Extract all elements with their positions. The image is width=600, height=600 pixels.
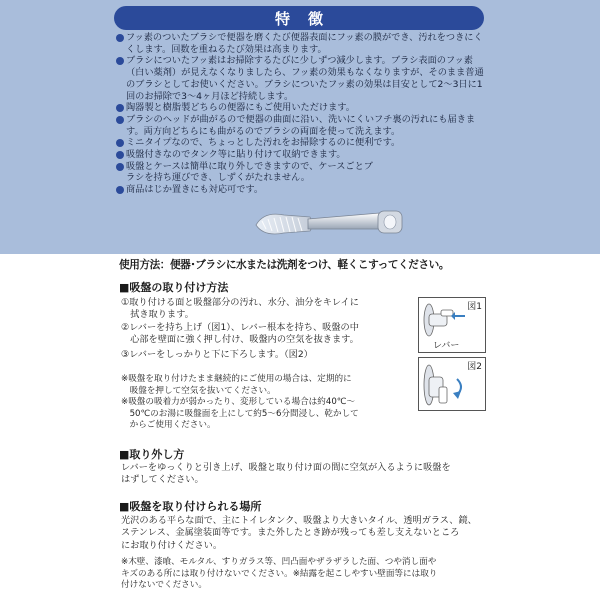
feature-text: 吸盤付きなのでタンク等に貼り付けて収納できます。 bbox=[126, 149, 346, 161]
remove-section-title: ■取り外し方 bbox=[119, 448, 185, 461]
remove-line: はずしてください。 bbox=[121, 474, 204, 486]
attach-note-line: ※吸盤を取り付けたまま継続的にご使用の場合は、定期的に bbox=[121, 374, 352, 384]
features-list bbox=[116, 32, 488, 196]
bullet-icon bbox=[116, 57, 124, 65]
figure-1-caption: レバー bbox=[433, 341, 460, 351]
feature-item bbox=[116, 102, 488, 114]
figure-1 bbox=[418, 297, 486, 353]
features-header: 特徴 bbox=[114, 6, 484, 30]
attach-step-line: ③レバーをしっかりと下に下ろします。（図2） bbox=[121, 348, 313, 360]
places-section-title: ■吸盤を取り付けられる場所 bbox=[119, 500, 262, 513]
places-line: ステンレス、金属塗装面等です。また外したとき跡が残っても差し支えないところ bbox=[121, 527, 460, 539]
attach-steps bbox=[121, 297, 421, 361]
feature-text: ブラシのヘッドが曲がるので便器の曲面に沿い、洗いにくいフチ裏の汚れにも届きます。両方向どちらにも曲がるのでブラシの両面を使って洗えます。 bbox=[126, 113, 476, 137]
feature-text: ブラシについたフッ素はお掃除するたびに少しずつ減少します。ブラシ表面のフッ素（白い薬剤）が見えなくなりましたら、フッ素の効果もなくなりますが、そのまま普通のブラシとしてお使いください。ブラシについたフッ素の効果は目安として2〜3日に1回のお掃除で3〜4ヶ月ほど持続します。 bbox=[126, 55, 484, 102]
attach-step-line: 拭き取ります。 bbox=[121, 309, 194, 321]
places-note-line: キズのある所には取り付けないでください。※結露を起こしやすい壁面等には取り bbox=[121, 568, 438, 579]
feature-item bbox=[116, 149, 488, 161]
bullet-icon bbox=[116, 116, 124, 124]
bullet-icon bbox=[116, 186, 124, 194]
figure-2 bbox=[418, 357, 486, 411]
remove-line: レバーをゆっくりと引き上げ、吸盤と取り付け面の間に空気が入るように吸盤を bbox=[121, 462, 451, 473]
attach-section-title: ■吸盤の取り付け方法 bbox=[119, 281, 229, 294]
places-text bbox=[121, 515, 491, 552]
bullet-icon bbox=[116, 104, 124, 112]
figure-1-label: 図1 bbox=[467, 302, 482, 312]
bullet-icon bbox=[116, 34, 124, 42]
feature-text: フッ素のついたブラシで便器を磨くたび便器表面にフッ素の膜ができ、汚れをつきにくくします。回数を重ねるたび効果は高まります。 bbox=[126, 32, 483, 55]
attach-notes bbox=[121, 374, 421, 432]
usage-instruction: 使用方法：便器･ブラシに水または洗剤をつけ、軽くこすってください。 bbox=[119, 259, 450, 271]
feature-text: 陶器製と樹脂製どちらの便器にもご使用いただけます。 bbox=[126, 102, 355, 114]
feature-item bbox=[116, 55, 488, 102]
places-notes bbox=[121, 557, 491, 592]
attach-step-line: 心部を壁面に強く押し付け、吸盤内の空気を抜きます。 bbox=[121, 334, 359, 346]
attach-step-line: ②レバーを持ち上げ（図1）、レバー根本を持ち、吸盤の中 bbox=[121, 321, 359, 333]
bullet-icon bbox=[116, 139, 124, 147]
attach-step-line: ①取り付ける面と吸盤部分の汚れ、水分、油分をキレイに bbox=[121, 297, 359, 308]
suction-cup-lever-up-icon bbox=[419, 302, 485, 342]
remove-text bbox=[121, 462, 491, 487]
features-panel bbox=[0, 0, 600, 254]
feature-item bbox=[116, 114, 488, 137]
feature-item bbox=[116, 161, 488, 184]
places-line: にお取り付けください。 bbox=[121, 539, 223, 551]
suction-cup-lever-down-icon bbox=[419, 359, 485, 411]
places-note-line: 付けないでください。 bbox=[121, 580, 207, 591]
attach-note-line: 50℃のお湯に吸盤面を上にして約5〜6分間浸し、乾かして bbox=[121, 408, 359, 419]
brush-icon bbox=[250, 195, 410, 245]
attach-note-line: からご使用ください。 bbox=[121, 420, 216, 431]
feature-text: 商品はじか置きにも対応可です。 bbox=[126, 184, 264, 196]
feature-text: 吸盤とケースは簡単に取り外しできますので、ケースごとブラシを持ち運びでき、しずくがたれません。 bbox=[126, 160, 373, 184]
feature-item bbox=[116, 32, 488, 55]
feature-item bbox=[116, 137, 488, 149]
places-note-line: ※木壁、漆喰、モルタル、すりガラス等、凹凸面やザラザラした面、つや消し面や bbox=[121, 557, 437, 567]
attach-note-line: ※吸盤の吸着力が弱かったり、変形している場合は約40℃〜 bbox=[121, 397, 356, 408]
places-line: 光沢のある平らな面で、主にトイレタンク、吸盤より大きいタイル、透明ガラス、鏡、 bbox=[121, 515, 477, 526]
bullet-icon bbox=[116, 163, 124, 171]
attach-note-line: 吸盤を押して空気を抜いてください。 bbox=[121, 385, 276, 396]
figure-2-label: 図2 bbox=[467, 362, 482, 372]
bullet-icon bbox=[116, 151, 124, 159]
feature-text: ミニタイプなので、ちょっとした汚れをお掃除するのに便利です。 bbox=[126, 137, 401, 149]
